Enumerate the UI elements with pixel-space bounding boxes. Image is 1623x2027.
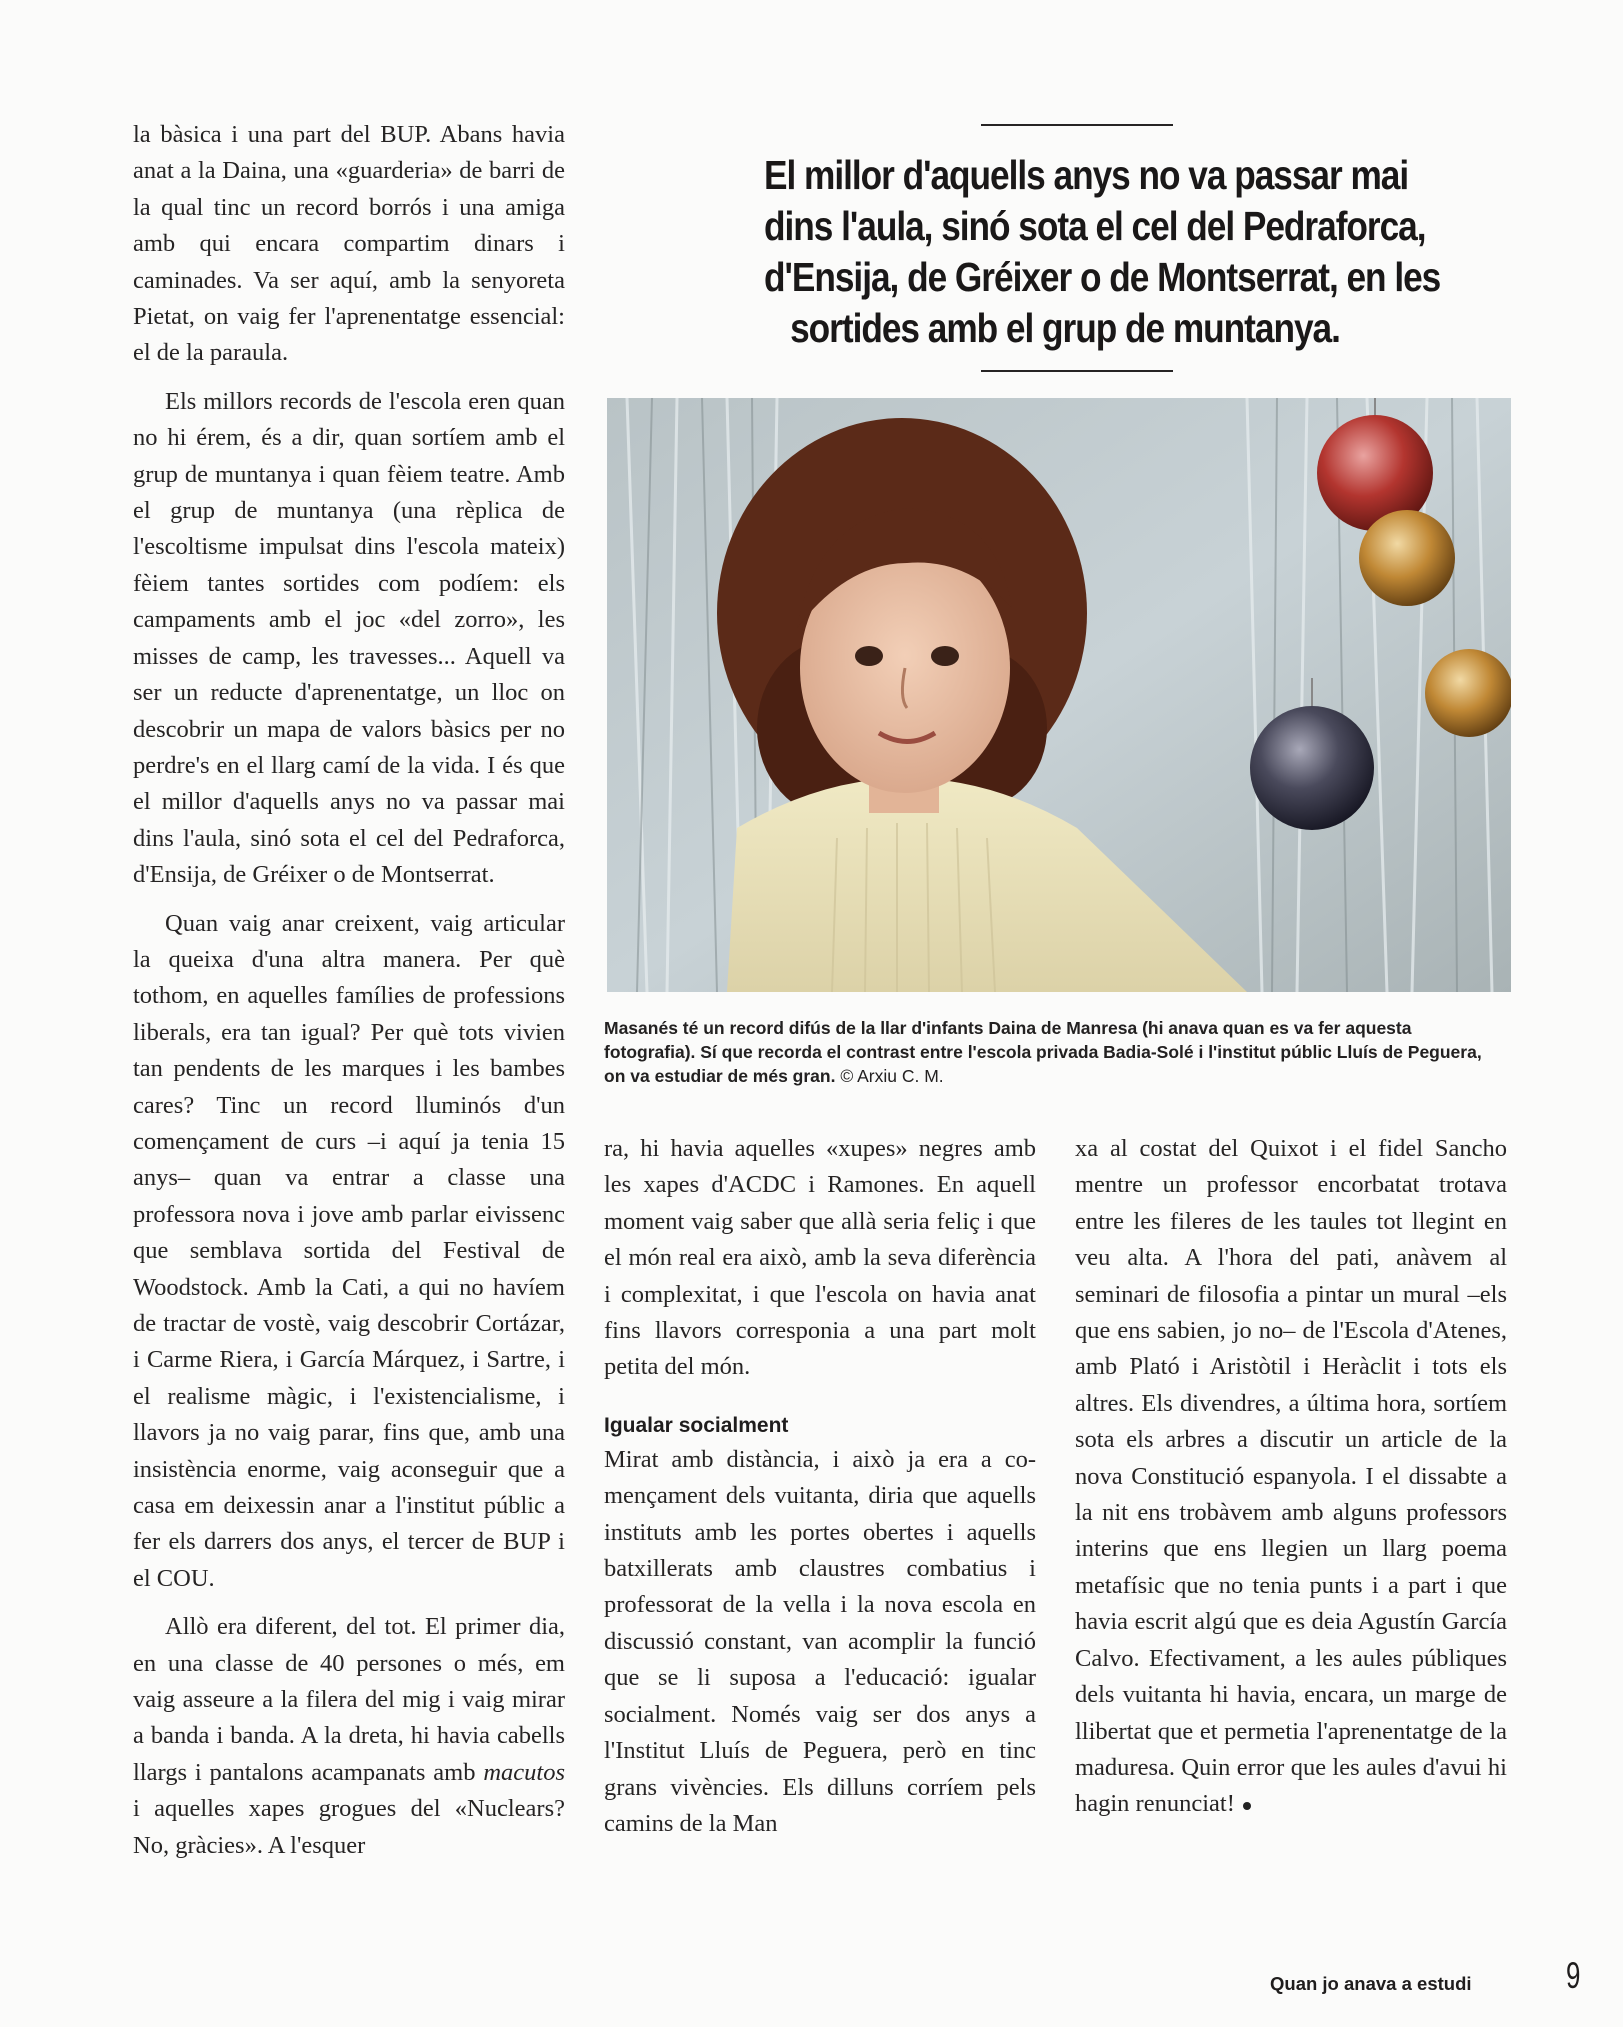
text-run: xa al costat del Quixot i el fidel Sancho mentre un professor encorbatat trotava entre les fileres de les taules tot llegint en veu alta. A l'hora del pati, anàvem al seminari de filosofia a pintar un mural –els que ens sabien, jo no– de l'Escola d'Atenes, amb Plató i Aristòtil i Heràclit i tots els altres. Els divendres, a última hora, sortíem sota els arbres a discutir un article de la nova Constitució espanyola. I el dissabte a la nit ens trobàvem amb alguns professors interins que ens llegien un llarg poema metafísic que no tenia punts i a part i que havia escrit algú que es deia Agustín García Calvo. Efectivament, a les aules públiques dels vuitanta hi havia, encara, un marge de llibertat que et permetia l'aprenentatge de la maduresa. Quin error que les aules d'avui hi hagin renunciat!: [1075, 1135, 1507, 1818]
end-of-article-bullet-icon: [1243, 1802, 1251, 1810]
paragraph: Mirat amb distància, i això ja era a començament dels vuitanta, diria que aquells instituts amb les portes obertes i aquells batxillerats amb claustres combatius i professorat de la vella i la nova escola en discussió constant, van acomplir la funció que se li suposa a l'educació: igualar socialment. Només vaig ser dos anys a l'Institut Lluís de Peguera, però en tinc grans vivències. Els dilluns corríem pels camins de la Man: [604, 1445, 1036, 1837]
caption-text: Masanés té un record difús de la llar d'infants Daina de Manresa (hi anava quan es va fer aquesta fotografia). Sí que recorda el contrast entre l'escola privada Badia-Solé i l'institut públic Lluís de Peguera, on va estudiar de més gran.: [604, 1018, 1482, 1086]
quote-rule-top: [981, 124, 1173, 126]
article-column-2: [604, 1131, 1036, 1842]
article-column-3: [1075, 1131, 1507, 1823]
text-run: Allò era diferent, del tot. El primer dia, en una classe de 40 persones o més, em vaig asseure a la filera del mig i vaig mirar a banda i banda. A la dreta, hi havia cabells llargs i pantalons acampanats amb: [133, 1613, 565, 1786]
portrait-photo: [607, 398, 1511, 992]
page-number: 9: [1566, 1955, 1581, 1996]
child-portrait-illustration: [607, 398, 1511, 992]
text-run: i aquelles xapes grogues del «Nuclears? No, gràcies». A l'esquer: [133, 1795, 565, 1859]
paragraph: la bàsica i una part del BUP. Abans havia anat a la Daina, una «guarderia» de barri de la qual tinc un record borrós i una amiga amb qui encara compartim dinars i caminades. Va ser aquí, amb la senyoreta Pietat, on vaig fer l'aprenentatge essencial: el de la paraula.: [133, 121, 565, 367]
article-column-1: [133, 117, 565, 1864]
pull-quote-line: d'Ensija, de Gréixer o de Montserrat, en les: [764, 254, 1441, 300]
pull-quote: [764, 150, 1441, 354]
pull-quote-line: dins l'aula, sinó sota el cel del Pedraforca,: [764, 203, 1426, 249]
section-subheading: Igualar socialment: [604, 1413, 789, 1437]
emphasis: macutos: [483, 1758, 565, 1786]
paragraph: Els millors records de l'escola eren quan no hi érem, és a dir, quan sortíem amb el grup de muntanya i quan fèiem teatre. Amb el grup de muntanya (una rèplica de l'escoltisme impulsat dins l'escola mateix) fèiem tantes sortides com podíem: els campaments amb el joc «del zorro», les misses de camp, les travesses... Aquell va ser un reducte d'aprenentatge, un lloc on descobrir un mapa de valors bàsics per no perdre's en el llarg camí de la vida. I és que el millor d'aquells anys no va passar mai dins l'aula, sinó sota el cel del Pedraforca, d'Ensija, de Gréixer o de Montserrat.: [133, 387, 565, 889]
photo-credit: © Arxiu C. M.: [840, 1066, 944, 1086]
running-footer-section: Quan jo anava a estudi: [1270, 1973, 1472, 1994]
paragraph: ra, hi havia aquelles «xupes» negres amb les xapes d'ACDC i Ramones. En aquell moment vaig saber que allà seria feliç i que el món real era això, amb la seva diferència i complexitat, i que l'escola on havia anat fins llavors corresponia a una part molt petita del món.: [604, 1135, 1036, 1381]
paragraph: Quan vaig anar creixent, vaig articular la queixa d'una altra manera. Per què tothom, en aquelles famílies de professions liberals, era tan igual? Per què tots vivien tan pendents de les marques i les bambes cares? Tinc un record lluminós d'un començament de curs –i aquí ja tenia 15 anys– quan va entrar a classe una professora nova i jove amb parlar eivissenc que semblava sortida del Festival de Woodstock. Amb la Cati, a qui no havíem de tractar de vostè, vaig descobrir Cortázar, i Carme Riera, i García Márquez, i Sartre, i el realisme màgic, i l'existencialisme, i llavors ja no vaig parar, fins que, amb una insistència enorme, vaig aconseguir que a casa em deixessin anar a l'institut públic a fer els darrers dos anys, el tercer de BUP i el COU.: [133, 909, 565, 1592]
pull-quote-line: sortides amb el grup de muntanya.: [790, 305, 1340, 351]
quote-rule-bottom: [981, 370, 1173, 372]
paragraph: [133, 1609, 565, 1864]
paragraph: [1075, 1131, 1507, 1823]
photo-caption: [604, 1016, 1484, 1088]
pull-quote-line: El millor d'aquells anys no va passar mai: [764, 152, 1409, 198]
